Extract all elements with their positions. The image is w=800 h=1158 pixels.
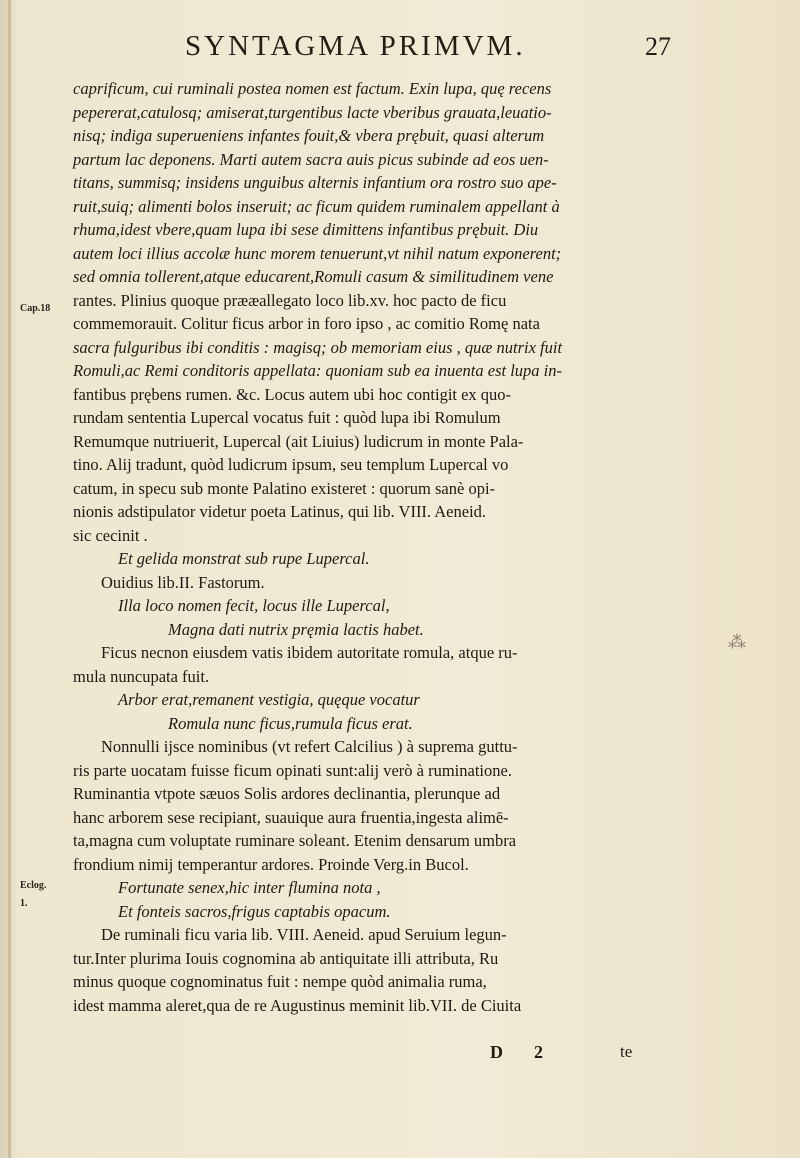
body-text (73, 77, 678, 1017)
text-line: Remumque nutriuerit, Lupercal (ait Liuius) ludicrum in monte Pala- (73, 431, 524, 451)
text-line: minus quoque cognominatus fuit : nempe quòd animalia ruma, (73, 972, 487, 991)
text-line: rundam sententia Lupercal vocatus fuit : quòd lupa ibi Romulum (73, 408, 501, 427)
text-line: idest mamma aleret,qua de re Augustinus meminit lib.VII. de Ciuita (73, 995, 522, 1015)
page-number: 27 (645, 32, 671, 61)
text-line: nionis adstipulator videtur poeta Latinus, qui lib. VIII. Aeneid. (73, 502, 487, 521)
text-line: partum lac deponens. Marti autem sacra auis picus subinde ad eos uen- (73, 149, 549, 169)
text-line: sacra fulguribus ibi conditis : magisq; ob memoriam eius , quæ nutrix fuit (73, 337, 563, 357)
text-line: Nonnulli ijsce nominibus (vt refert Calcilius ) à suprema guttu- (101, 737, 518, 756)
text-line: Et fonteis sacros,frigus captabis opacum. (118, 901, 391, 921)
margin-note-chapter: Cap.18 (20, 303, 51, 314)
margin-note-eclog: Eclog. (20, 880, 47, 891)
ink-blot-mark: ⁂ (728, 632, 746, 652)
text-line: tur.Inter plurima Iouis cognomina ab antiquitate illi attributa, Ru (73, 948, 499, 968)
text-line: autem loci illius accolæ hunc morem tenuerunt,vt nihil natum exponerent; (73, 243, 562, 263)
text-line: sed omnia tollerent,atque educarent,Romuli casum & similitudinem vene (73, 267, 554, 286)
text-line: caprificum, cui ruminali postea nomen est factum. Exin lupa, quę recens (73, 79, 552, 98)
text-line: Ficus necnon eiusdem vatis ibidem autoritate romula, atque ru- (101, 643, 518, 662)
text-line: ruit,suiq; alimenti bolos inseruit; ac ficum quidem ruminalem appellant à (73, 196, 560, 216)
text-line: Magna dati nutrix pręmia lactis habet. (168, 619, 424, 639)
text-line: Romula nunc ficus,rumula ficus erat. (168, 713, 413, 733)
text-line: ta,magna cum voluptate ruminare soleant. Etenim densarum umbra (73, 831, 517, 850)
text-line: commemorauit. Colitur ficus arbor in foro ipso , ac comitio Romę nata (73, 314, 540, 333)
text-line: pepererat,catulosq; amiserat,turgentibus lacte vberibus grauata,leuatio- (73, 102, 552, 122)
page-header (0, 30, 800, 70)
text-line: Fortunate senex,hic inter flumina nota , (118, 878, 381, 897)
signature-number: 2 (534, 1042, 543, 1062)
text-line: Arbor erat,remanent vestigia, quęque vocatur (118, 690, 420, 709)
text-line: De ruminali ficu varia lib. VIII. Aeneid. apud Seruium legun- (101, 925, 507, 944)
text-line: Romuli,ac Remi conditoris appellata: quoniam sub ea inuenta est lupa in- (73, 361, 562, 380)
signature-letter: D (490, 1042, 503, 1062)
catchword: te (620, 1042, 633, 1061)
text-line: tino. Alij tradunt, quòd ludicrum ipsum, seu templum Lupercal vo (73, 455, 509, 474)
text-line: Illa loco nomen fecit, locus ille Lupercal, (118, 596, 390, 615)
page-footer (490, 1042, 650, 1066)
text-line: rhuma,idest vbere,quam lupa ibi sese dimittens infantibus prębuit. Diu (73, 220, 539, 239)
text-line: nisq; indiga superueniens infantes fouit,& vbera prębuit, quasi alterum (73, 126, 545, 145)
text-line: titans, summisq; insidens unguibus alternis infantium ora rostro suo ape- (73, 173, 557, 192)
text-line: sic cecinit . (73, 525, 148, 545)
text-line: Et gelida monstrat sub rupe Lupercal. (118, 549, 370, 568)
text-line: mula nuncupata fuit. (73, 666, 210, 686)
text-line: catum, in specu sub monte Palatino existeret : quorum sanè opi- (73, 478, 496, 498)
text-line: hanc arborem sese recipiant, suauique aura fruentia,ingesta alimē- (73, 807, 509, 827)
running-title: SYNTAGMA PRIMVM. (185, 30, 526, 62)
binding-edge (8, 0, 11, 1158)
text-line: frondium nimij temperantur ardores. Proinde Verg.in Bucol. (73, 854, 469, 874)
text-line: ris parte uocatam fuisse ficum opinati sunt:alij verò à ruminatione. (73, 760, 512, 780)
margin-note-number: 1. (20, 898, 28, 909)
text-line: fantibus prębens rumen. &c. Locus autem ubi hoc contigit ex quo- (73, 384, 512, 404)
text-line: Ouidius lib.II. Fastorum. (101, 572, 265, 592)
text-line: Ruminantia vtpote sæuos Solis ardores declinantia, plerunque ad (73, 784, 501, 803)
text-line: rantes. Plinius quoque prææallegato loco lib.xv. hoc pacto de ficu (73, 290, 507, 310)
